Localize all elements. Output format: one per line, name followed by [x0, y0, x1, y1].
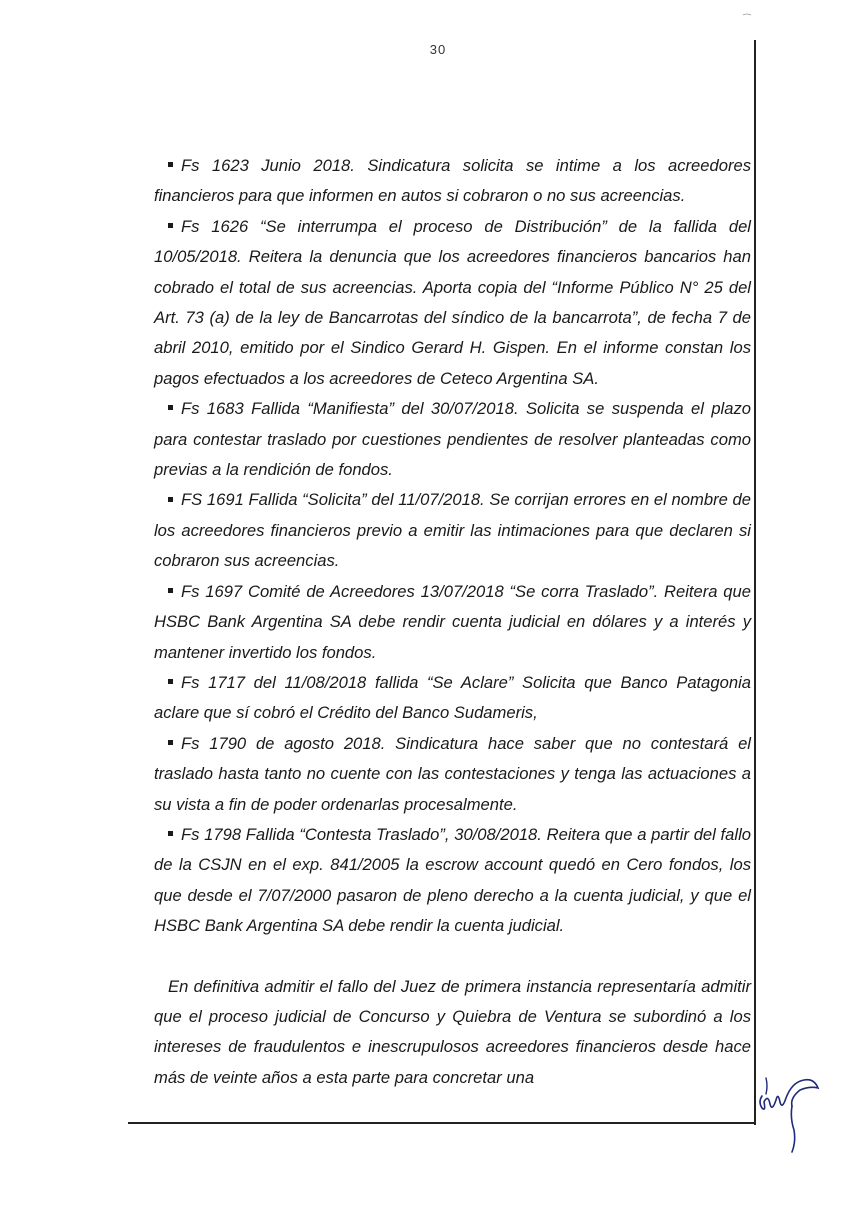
list-item-text: Fs 1790 de agosto 2018. Sindicatura hace saber que no contestará el traslado hasta tanto no cuente con las contestaciones y tenga las actuaciones a su vista a fin de poder ordenarlas procesalmente. [154, 733, 751, 814]
list-item [154, 212, 751, 394]
list-item-text: Fs 1798 Fallida “Contesta Traslado”, 30/08/2018. Reitera que a partir del fallo de la CSJN en el exp. 841/2005 la escrow account quedó en Cero fondos, los que desde el 7/07/2000 pasaron de pleno derecho a la cuenta judicial, y que el HSBC Bank Argentina SA debe rendir la cuenta judicial. [154, 824, 751, 936]
list-item-text: Fs 1697 Comité de Acreedores 13/07/2018 “Se corra Traslado”. Reitera que HSBC Bank Argentina SA debe rendir cuenta judicial en dólares y a interés y mantener invertido los fondos. [154, 581, 751, 662]
bullet-icon [168, 740, 173, 745]
signature-initials [756, 1072, 822, 1162]
bullet-icon [168, 588, 173, 593]
list-item [154, 151, 751, 212]
closing-paragraph: En definitiva admitir el fallo del Juez de primera instancia representaría admitir que el proceso judicial de Concurso y Quiebra de Ventura se subordinó a los intereses de fraudulentos e inescrupulosos acreedores financieros desde hace más de veinte años a esta parte para concretar una [154, 976, 751, 1087]
bullet-icon [168, 497, 173, 502]
page-number: 30 [429, 42, 447, 57]
list-item [154, 394, 751, 485]
paragraph-spacer [154, 942, 751, 972]
bullet-icon [168, 405, 173, 410]
scan-mark [742, 12, 752, 18]
list-item-text: Fs 1623 Junio 2018. Sindicatura solicita se intime a los acreedores financieros para que informen en autos si cobraron o no sus acreencias. [154, 156, 751, 206]
list-item [154, 820, 751, 942]
list-item-text: FS 1691 Fallida “Solicita” del 11/07/2018. Se corrijan errores en el nombre de los acreedores financieros previo a emitir las intimaciones para que declaren si cobraron sus acreencias. [154, 490, 751, 571]
list-item-text: Fs 1683 Fallida “Manifiesta” del 30/07/2018. Solicita se suspenda el plazo para contestar traslado por cuestiones pendientes de resolver planteadas como previas a la rendición de fondos. [154, 399, 751, 480]
bullet-icon [168, 679, 173, 684]
bottom-rule [128, 1122, 755, 1124]
list-item-text: Fs 1717 del 11/08/2018 fallida “Se Aclare” Solicita que Banco Patagonia aclare que sí cobró el Crédito del Banco Sudameris, [154, 672, 751, 723]
list-item [154, 729, 751, 820]
bullet-icon [168, 831, 173, 836]
list-item [154, 577, 751, 668]
document-body [154, 151, 751, 1093]
list-item [154, 668, 751, 729]
bullet-icon [168, 162, 173, 167]
list-item-text: Fs 1626 “Se interrumpa el proceso de Distribución” de la fallida del 10/05/2018. Reitera la denuncia que los acreedores financieros bancarios han cobrado el total de sus acreencias. Aporta copia del “Informe Público N° 25 del Art. 73 (a) de la ley de Bancarrotas del síndico de la bancarrota”, de fecha 7 de abril 2010, emitido por el Sindico Gerard H. Gispen. En el informe constan los pagos efectuados a los acreedores de Ceteco Argentina SA. [154, 216, 751, 388]
right-margin-line [754, 40, 756, 1125]
bullet-icon [168, 223, 173, 228]
list-item [154, 485, 751, 576]
